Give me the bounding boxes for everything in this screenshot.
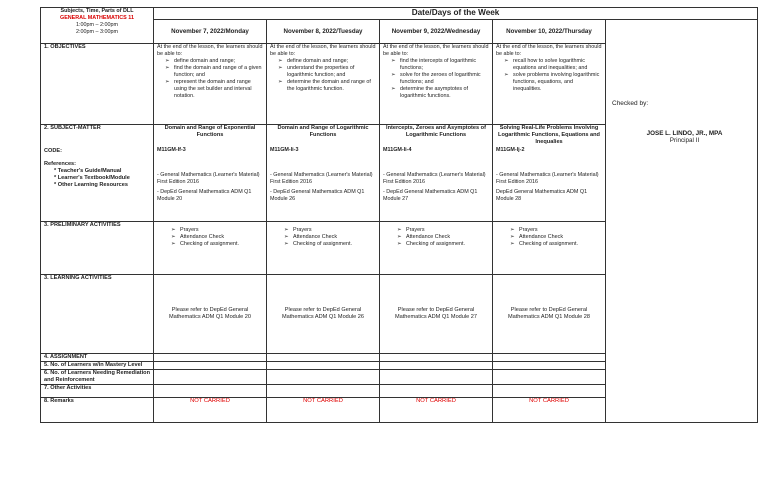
signatory-name: JOSE L. LINDO, JR., MPA [646,130,723,137]
textbook-reference: - General Mathematics (Learner's Material) First Edition 2016 [496,172,599,185]
preliminary-item: ➢ Attendance Check [284,234,376,241]
empty-cell [380,370,493,385]
dll-table [40,7,758,423]
objective-item: ➢ recall how to solve logarithmic equations and inequalities; and [504,58,602,72]
objective-item: ➢ represent the domain and range using the set builder and interval notation. [165,79,263,100]
preliminary-item: ➢ Prayers [510,227,602,234]
row-label-remediation: 6. No. of Learners Needing Remediation and Reinforcement [41,370,154,385]
empty-cell [493,362,606,370]
textbook-reference: - General Mathematics (Learner's Material) First Edition 2016 [270,172,373,185]
empty-cell [267,385,380,398]
row-label-mastery: 5. No. of Learners w/in Mastery Level [41,362,154,370]
row-label-subject-matter: 2. SUBJECT-MATTER [44,125,101,131]
learning-thursday: Please refer to DepEd General Mathematics ADM Q1 Module 28 [493,275,606,354]
row-label-assignment: 4. ASSIGNMENT [41,354,154,362]
preliminary-monday [154,222,267,275]
reference-other-resources: * Other Learning Resources [54,182,128,188]
topic-title: Domain and Range of Logarithmic Functions [277,125,369,138]
signatory-block [612,130,757,144]
preliminary-item: ➢ Prayers [397,227,489,234]
objectives-intro: At the end of the lesson, the learners should be able to: [496,44,602,57]
day-header-monday: November 7, 2022/Monday [154,20,267,44]
empty-cell [267,370,380,385]
preliminary-item: ➢ Attendance Check [397,234,489,241]
textbook-reference: - General Mathematics (Learner's Material) First Edition 2016 [383,172,486,185]
empty-cell [267,354,380,362]
code-label: CODE: [44,148,63,154]
learning-monday: Please refer to DepEd General Mathematics ADM Q1 Module 20 [154,275,267,354]
topic-title: Solving Real-Life Problems Involving Logarithmic Functions, Equations and Inequalies [498,125,600,145]
objectives-thursday [493,44,606,125]
empty-cell [154,354,267,362]
module-reference: - DepEd General Mathematics ADM Q1 Module 27 [383,189,478,202]
objective-item: ➢ solve problems involving logarithmic functions, equations, and inequalities. [504,72,602,93]
header-cell [41,8,154,44]
objective-item: ➢ understand the properties of logarithmic function; and [278,65,376,79]
objective-item: ➢ solve for the zeroes of logarithmic functions; and [391,72,489,86]
row-label-remarks: 8. Remarks [41,398,154,423]
time-slot-1: 1:00pm – 2:00pm [76,22,118,28]
row-label-objectives: 1. OBJECTIVES [41,44,154,125]
subject-matter-monday [154,125,267,222]
empty-cell [493,385,606,398]
subject-name: GENERAL MATHEMATICS 11 [60,15,134,21]
competency-code: M11GM-If-3 [157,147,186,153]
empty-cell [154,385,267,398]
topic-title: Intercepts, Zeroes and Asymptotes of Logarithmic Functions [386,125,486,138]
preliminary-item: ➢ Checking of assignment. [284,241,376,248]
subject-matter-wednesday [380,125,493,222]
objective-item: ➢ determine the asymptotes of logarithmic functions. [391,86,489,100]
row-label-preliminary: 3. PRELIMINARY ACTIVITIES [41,222,154,275]
module-reference: DepEd General Mathematics ADM Q1 Module 28 [496,189,588,202]
reference-learner-textbook: * Learner's Textbook/Module [54,175,130,181]
objective-item: ➢ determine the domain and range of the logarithmic function. [278,79,376,93]
preliminary-item: ➢ Attendance Check [171,234,263,241]
learning-tuesday: Please refer to DepEd General Mathematics ADM Q1 Module 26 [267,275,380,354]
objectives-intro: At the end of the lesson, the learners should be able to: [383,44,489,57]
textbook-reference: - General Mathematics (Learner's Material) First Edition 2016 [157,172,260,185]
objective-item: ➢ define domain and range; [165,58,263,65]
learning-wednesday: Please refer to DepEd General Mathematics ADM Q1 Module 27 [380,275,493,354]
subject-matter-tuesday [267,125,380,222]
remarks-monday: NOT CARRIED [154,398,267,423]
topic-title: Domain and Range of Exponential Functions [164,125,256,138]
empty-cell [154,362,267,370]
empty-cell [493,354,606,362]
subject-matter-label-cell [41,125,154,222]
empty-cell [493,370,606,385]
time-slot-2: 2:00pm – 3:00pm [76,29,118,35]
preliminary-item: ➢ Checking of assignment. [397,241,489,248]
empty-cell [380,385,493,398]
day-header-thursday: November 10, 2022/Thursday [493,20,606,44]
module-reference: - DepEd General Mathematics ADM Q1 Module 26 [270,189,365,202]
empty-cell [380,354,493,362]
empty-cell [267,362,380,370]
preliminary-item: ➢ Prayers [284,227,376,234]
preliminary-tuesday [267,222,380,275]
reference-teacher-guide: * Teacher's Guide/Manual [54,168,122,174]
approval-column [606,20,758,423]
objective-item: ➢ find the intercepts of logarithmic functions; [391,58,489,72]
objective-item: ➢ define domain and range; [278,58,376,65]
objectives-tuesday [267,44,380,125]
checked-by-label: Checked by: [612,100,649,107]
objectives-wednesday [380,44,493,125]
day-header-tuesday: November 8, 2022/Tuesday [267,20,380,44]
day-header-wednesday: November 9, 2022/Wednesday [380,20,493,44]
module-reference: - DepEd General Mathematics ADM Q1 Module 20 [157,189,252,202]
header-title: Subjects, Time, Parts of DLL [60,8,134,14]
preliminary-wednesday [380,222,493,275]
preliminary-item: ➢ Checking of assignment. [510,241,602,248]
preliminary-item: ➢ Attendance Check [510,234,602,241]
remarks-thursday: NOT CARRIED [493,398,606,423]
remarks-tuesday: NOT CARRIED [267,398,380,423]
remarks-wednesday: NOT CARRIED [380,398,493,423]
objectives-intro: At the end of the lesson, the learners should be able to: [157,44,263,57]
preliminary-item: ➢ Checking of assignment. [171,241,263,248]
objective-item: ➢ find the domain and range of a given function; and [165,65,263,79]
preliminary-item: ➢ Prayers [171,227,263,234]
competency-code: M11GM-Ij-2 [496,147,525,153]
references-label: References: [44,161,77,167]
objectives-intro: At the end of the lesson, the learners should be able to: [270,44,376,57]
empty-cell [154,370,267,385]
competency-code: M11GM-Ii-3 [270,147,299,153]
preliminary-thursday [493,222,606,275]
signatory-title: Principal II [669,137,700,144]
competency-code: M11GM-Ii-4 [383,147,412,153]
date-span-header: Date/Days of the Week [154,8,758,20]
row-label-other: 7. Other Activities [41,385,154,398]
subject-matter-thursday [493,125,606,222]
row-label-learning: 3. LEARNING ACTIVITIES [41,275,154,354]
empty-cell [380,362,493,370]
objectives-monday [154,44,267,125]
